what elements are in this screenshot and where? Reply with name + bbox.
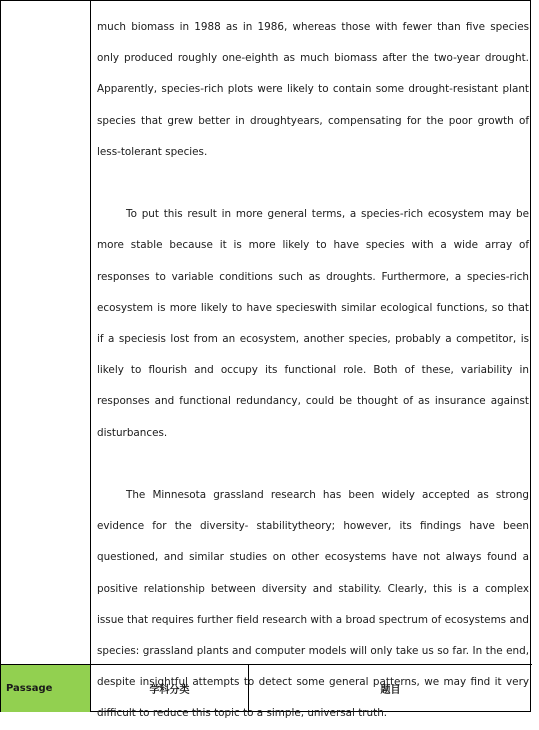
question-cell: 题目 [380,685,401,696]
paragraph-1: much biomass in 1988 as in 1986, whereas those with fewer than five species only produced roughly one-eighth as much biomass after the two-year drought. Apparently, species-rich plots were likely to contain some drought-resistant plant species that grew better in droughtyears, compensating for the poor growth of less-tolerant species. [97,21,529,158]
passage-cell: Passage [1,665,91,712]
footer-row [1,665,532,712]
subject-category-cell: 学科分类 [91,665,249,712]
left-column-divider [90,1,91,664]
paragraph-3: The Minnesota grassland research has been widely accepted as strong evidence for the diversity- stabilitytheory; however, its findings have been questioned, and similar studies on other ecosystems have not always found a positive relationship between diversity and stability. Clearly, this is a complex issue that requires further field research with a broad spectrum of ecosystems and species: grassland plants and computer models will only take us so far. In the end, despite insightful attempts to detect some general patterns, we may find it very difficult to reduce this topic to a simple, universal truth. [97,489,529,720]
passage-text [97,12,529,730]
paragraph-2: To put this result in more general terms, a species-rich ecosystem may be more stable because it is more likely to have species with a wide array of responses to variable conditions such as droughts. Furthermore, a species-rich ecosystem is more likely to have specieswith similar ecological functions, so that if a speciesis lost from an ecosystem, another species, probably a competitor, is likely to flourish and occupy its functional role. Both of these, variability in responses and functional redundancy, could be thought of as insurance against disturbances. [97,208,529,439]
